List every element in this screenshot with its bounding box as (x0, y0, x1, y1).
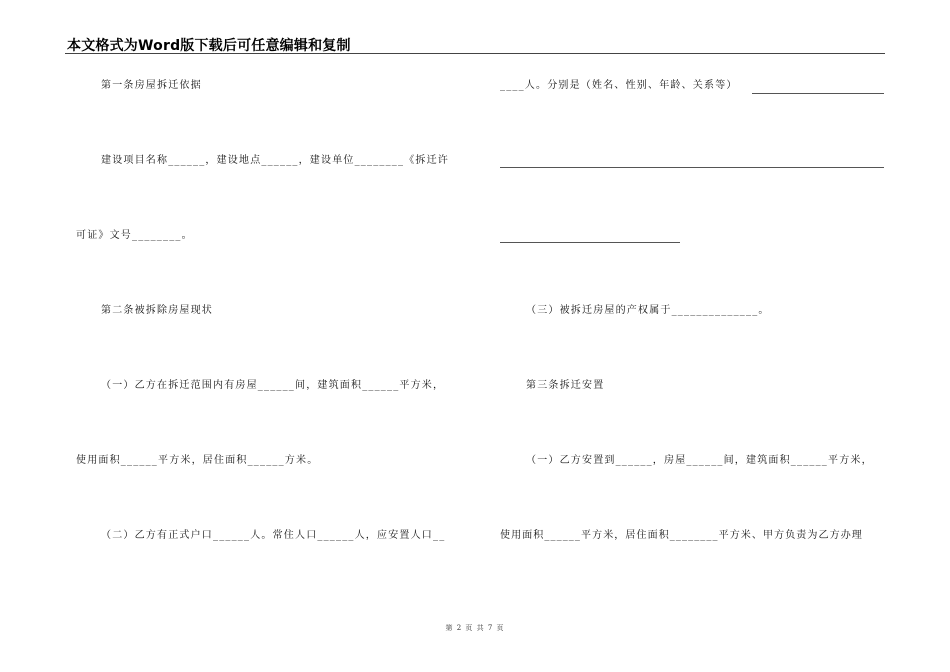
document-header-title: 本文格式为Word版下载后可任意编辑和复制 (67, 38, 351, 54)
property-rights-line: （三）被拆迁房屋的产权属于______________。 (526, 305, 770, 316)
project-info-line: 建设项目名称______，建设地点______，建设单位________《拆迁许 (101, 155, 449, 166)
usable-area-line: 使用面积______平方米，居住面积______方米。 (76, 455, 319, 466)
page-number: 第 2 页 共 7 页 (445, 624, 505, 632)
article-3-heading: 第三条拆迁安置 (526, 380, 605, 391)
persons-list-blank (752, 93, 884, 94)
blank-line-partial (500, 242, 680, 243)
house-status-line: （一）乙方在拆迁范围内有房屋______间，建筑面积______平方米， (101, 380, 445, 391)
article-2-heading: 第二条被拆除房屋现状 (101, 305, 213, 316)
header-divider (65, 53, 885, 54)
resettlement-line: （一）乙方安置到______，房屋______间，建筑面积______平方米， (526, 455, 873, 466)
article-1-heading: 第一条房屋拆迁依据 (101, 80, 202, 91)
persons-list-line: ____人。分别是（姓名、性别、年龄、关系等） (500, 80, 738, 91)
household-line: （二）乙方有正式户口______人。常住人口______人，应安置人口__ (101, 530, 446, 541)
permit-number-line: 可证》文号________。 (76, 230, 193, 241)
resettlement-area-line: 使用面积______平方米，居住面积________平方米、甲方负责为乙方办理 (500, 530, 863, 541)
blank-line-full (500, 167, 884, 168)
